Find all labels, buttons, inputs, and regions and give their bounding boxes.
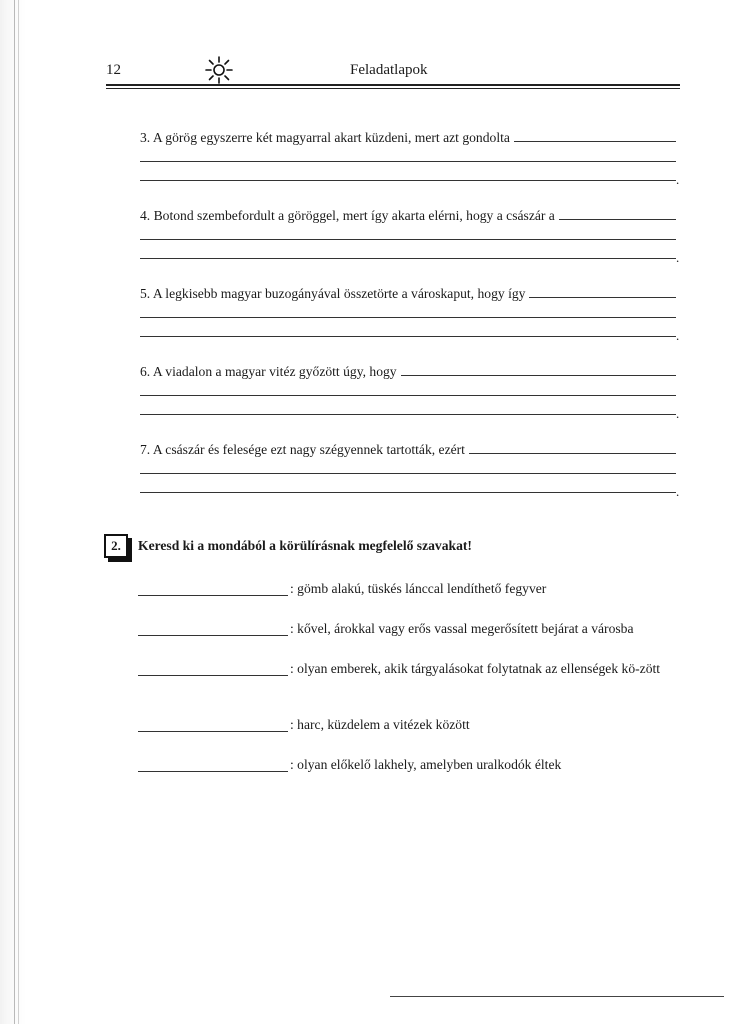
word-blank[interactable] [138, 635, 288, 636]
end-period: . [676, 484, 680, 499]
sun-icon [204, 56, 234, 84]
question-4 [140, 202, 680, 265]
answer-line[interactable] [140, 239, 676, 240]
task-title: Keresd ki a mondából a körülírásnak megfelelő szavakat! [138, 538, 472, 553]
footer-rule [390, 996, 724, 997]
definition-text: : harc, küzdelem a vitézek között [290, 717, 470, 732]
page-binding-edge [0, 0, 26, 1024]
answer-blank[interactable] [514, 141, 676, 142]
answer-blank[interactable] [401, 375, 676, 376]
running-title: Feladatlapok [350, 62, 428, 78]
end-period: . [676, 328, 680, 343]
question-text: 3. A görög egyszerre két magyarral akart küzdeni, mert azt gondolta [140, 130, 510, 145]
definition-text: : gömb alakú, tüskés lánccal lendíthető fegyver [290, 581, 547, 596]
answer-line[interactable] [140, 473, 676, 474]
end-period: . [676, 406, 680, 421]
word-blank[interactable] [138, 771, 288, 772]
word-blank[interactable] [138, 595, 288, 596]
page-number: 12 [106, 62, 121, 78]
answer-line[interactable] [140, 317, 676, 318]
question-text: 7. A császár és felesége ezt nagy szégyennek tartották, ezért [140, 442, 465, 457]
question-7 [140, 436, 680, 499]
word-blank[interactable] [138, 675, 288, 676]
answer-line[interactable] [140, 161, 676, 162]
word-blank[interactable] [138, 731, 288, 732]
answer-blank[interactable] [529, 297, 676, 298]
page-header [106, 56, 680, 92]
question-text: 4. Botond szembefordult a göröggel, mert így akarta elérni, hogy a császár a [140, 208, 555, 223]
header-rule [106, 88, 680, 89]
question-5 [140, 280, 680, 343]
definition-text: : olyan emberek, akik tárgyalásokat folytatnak az ellenségek kö-zött [290, 661, 661, 676]
binding-line [18, 0, 19, 1024]
definition-text: : olyan előkelő lakhely, amelyben uralkodók éltek [290, 757, 562, 772]
answer-line[interactable] [140, 180, 676, 181]
definition-text: : kővel, árokkal vagy erős vassal megerősített bejárat a városba [290, 621, 634, 636]
question-text: 5. A legkisebb magyar buzogányával összetörte a városkaput, hogy így [140, 286, 526, 301]
binding-line [14, 0, 15, 1024]
header-rule [106, 84, 680, 86]
question-3 [140, 124, 680, 187]
end-period: . [676, 250, 680, 265]
end-period: . [676, 172, 680, 187]
question-6 [140, 358, 680, 421]
answer-line[interactable] [140, 414, 676, 415]
task-number-badge: 2. [104, 534, 128, 558]
question-text: 6. A viadalon a magyar vitéz győzött úgy, hogy [140, 364, 397, 379]
answer-line[interactable] [140, 336, 676, 337]
answer-blank[interactable] [469, 453, 676, 454]
answer-line[interactable] [140, 395, 676, 396]
answer-line[interactable] [140, 258, 676, 259]
answer-line[interactable] [140, 492, 676, 493]
answer-blank[interactable] [559, 219, 676, 220]
